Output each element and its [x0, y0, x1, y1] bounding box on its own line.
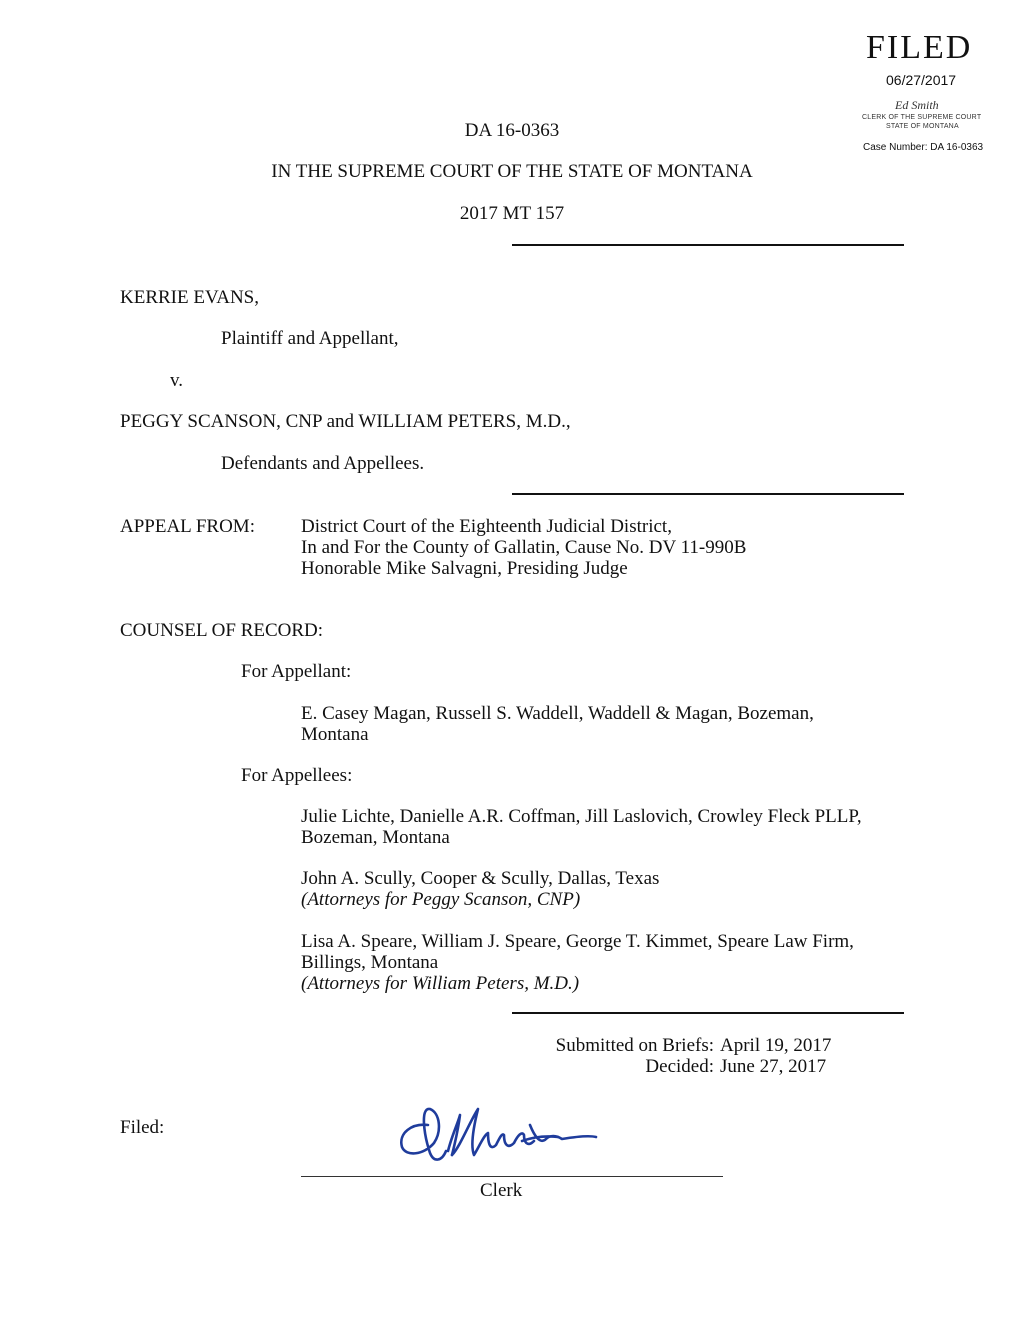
appeal-line: District Court of the Eighteenth Judicial District, [301, 516, 672, 537]
filed-label: Filed: [120, 1117, 165, 1138]
counsel-line: Bozeman, Montana [301, 827, 450, 848]
counsel-line: John A. Scully, Cooper & Scully, Dallas, Texas [301, 868, 660, 889]
divider-rule [512, 493, 904, 495]
appeal-from-details [301, 516, 746, 579]
stamp-date: 06/27/2017 [886, 72, 957, 88]
appellees-counsel-group-3 [301, 931, 903, 994]
court-name: IN THE SUPREME COURT OF THE STATE OF MONTANA [271, 161, 753, 182]
divider-rule [512, 1012, 904, 1014]
counsel-line: E. Casey Magan, Russell S. Waddell, Waddell & Magan, Bozeman, [301, 703, 814, 724]
citation: 2017 MT 157 [459, 203, 565, 224]
for-appellant-label: For Appellant: [241, 661, 352, 682]
decided-date: June 27, 2017 [720, 1056, 827, 1077]
stamp-case-number: Case Number: DA 16-0363 [863, 142, 984, 153]
versus: v. [170, 370, 184, 391]
appellees-counsel-group-2 [301, 868, 659, 910]
divider-rule [512, 244, 904, 246]
clerk-label: Clerk [480, 1180, 523, 1201]
defendants-role: Defendants and Appellees. [221, 453, 425, 474]
clerk-signature [390, 1095, 610, 1175]
counsel-note: (Attorneys for William Peters, M.D.) [301, 973, 580, 994]
submitted-date: April 19, 2017 [720, 1035, 832, 1056]
counsel-line: Billings, Montana [301, 952, 439, 973]
decided-label: Decided: [645, 1056, 714, 1077]
counsel-line: Lisa A. Speare, William J. Speare, George T. Kimmet, Speare Law Firm, [301, 931, 854, 952]
stamp-clerk-title-1: CLERK OF THE SUPREME COURT [862, 114, 982, 121]
appeal-line: Honorable Mike Salvagni, Presiding Judge [301, 558, 628, 579]
docket-number: DA 16-0363 [464, 120, 560, 141]
appellant-counsel [301, 703, 903, 745]
stamp-clerk-title-2: STATE OF MONTANA [886, 123, 959, 130]
counsel-line: Montana [301, 724, 369, 745]
counsel-label: COUNSEL OF RECORD: [120, 620, 324, 641]
for-appellees-label: For Appellees: [241, 765, 353, 786]
counsel-line: Julie Lichte, Danielle A.R. Coffman, Jill Laslovich, Crowley Fleck PLLP, [301, 806, 862, 827]
appellees-counsel-group-1 [301, 806, 903, 848]
appeal-from-label: APPEAL FROM: [120, 516, 255, 537]
stamp-clerk-name: Ed Smith [895, 98, 939, 112]
signature-line [301, 1176, 723, 1177]
plaintiff-role: Plaintiff and Appellant, [221, 328, 399, 349]
defendants-names: PEGGY SCANSON, CNP and WILLIAM PETERS, M.D., [120, 411, 571, 432]
submitted-label: Submitted on Briefs: [555, 1035, 714, 1056]
counsel-note: (Attorneys for Peggy Scanson, CNP) [301, 889, 581, 910]
stamp-filed-word: FILED [866, 29, 973, 66]
appeal-line: In and For the County of Gallatin, Cause No. DV 11-990B [301, 537, 747, 558]
plaintiff-name: KERRIE EVANS, [120, 287, 259, 308]
